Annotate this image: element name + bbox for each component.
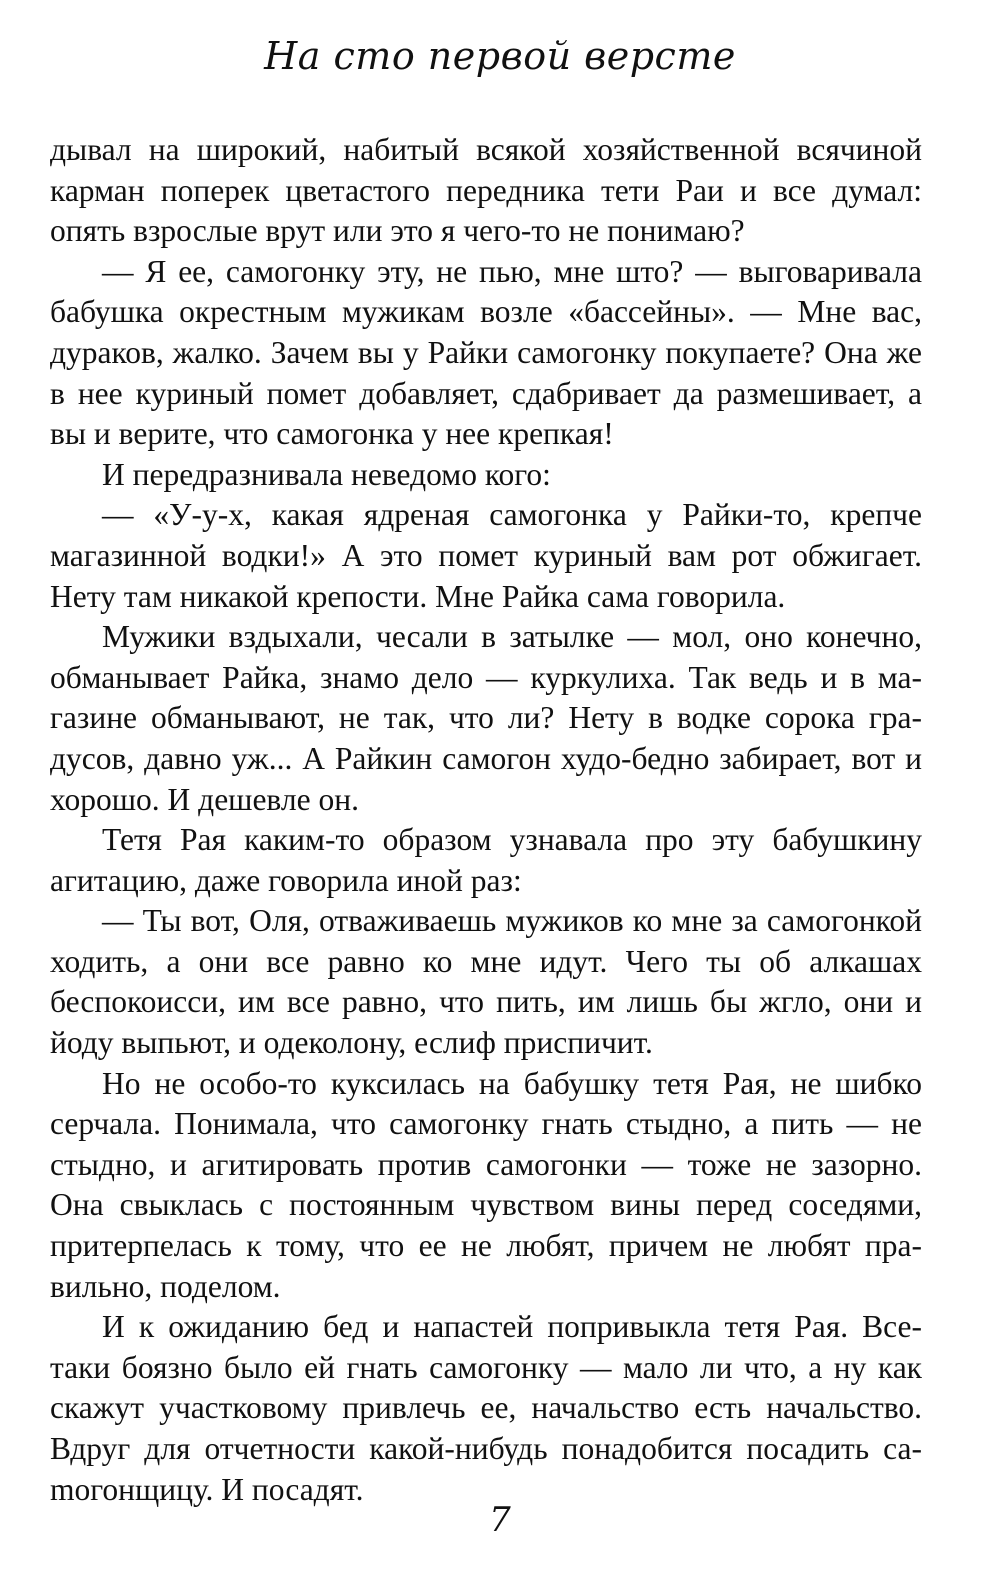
paragraph: — Ты вот, Оля, отваживаешь мужиков ко мне за самогонкой ходить, а они все равно ко мне идут. Чего ты об алкашах беспокоисси, им все равно, что пить, им лишь бы жгло, они и йоду выпьют, и одеколону, еслиф приспичит. — [50, 903, 922, 1061]
paragraph: И к ожиданию бед и напастей попривыкла тетя Рая. Все-таки боязно было ей гнать самогонку — мало ли что, а ну как скажут участковому привлечь ее, начальство есть начальство. Вдруг для отчетности какой-нибудь понадобится посадить саmогонщицу. И посадят. — [50, 1309, 922, 1507]
paragraph: И передразнивала неведомо кого: — [102, 456, 551, 492]
paragraph: Мужики вздыхали, чесали в затылке — мол, оно конечно, обманывает Райка, знамо дело — куркулиха. Так ведь и в магазине обманывают, не так, что ли? Нету в водке сорока градусов, давно уж... А Райкин самогон худо-бедно забирает, вот и хорошо. И дешевле он. — [50, 619, 922, 817]
page-number: 7 — [489, 1500, 511, 1540]
paragraph: — «У-у-х, какая ядреная самогонка у Райки-то, крепче магазинной водки!» А это помет куриный вам рот обжигает. Нету там никакой крепости. Мне Райка сама говорила. — [50, 497, 922, 614]
paragraph: дывал на широкий, набитый всякой хозяйственной всячиной карман поперек цветастого передника тети Раи и все думал: опять взрослые врут или это я чего-то не понимаю? — [50, 132, 922, 249]
body-text — [50, 130, 922, 1510]
running-title: На сто первой версте — [264, 34, 736, 78]
paragraph: — Я ее, самогонку эту, не пью, мне што? — выговаривала бабушка окрестным мужикам возле «бассейны». — Мне вас, дураков, жалко. Зачем вы у Райки самогонку покупаете? Она же в нее куриный помет добавляет, сдабривает да размешивает, а вы и верите, что самогонка у нее крепкая! — [50, 253, 922, 452]
paragraph: Тетя Рая каким-то образом узнавала про эту бабушкину агитацию, даже говорила иной раз: — [50, 822, 922, 898]
paragraph: Но не особо-то куксилась на бабушку тетя Рая, не шибко серчала. Понимала, что самогонку гнать стыдно, а пить — не стыдно, и агитировать против самогонки — тоже не зазорно. Она свыклась с постоянным чувством вины перед соседями, притерпелась к тому, что ее не любят, причем не любят правильно, поделом. — [50, 1065, 922, 1304]
